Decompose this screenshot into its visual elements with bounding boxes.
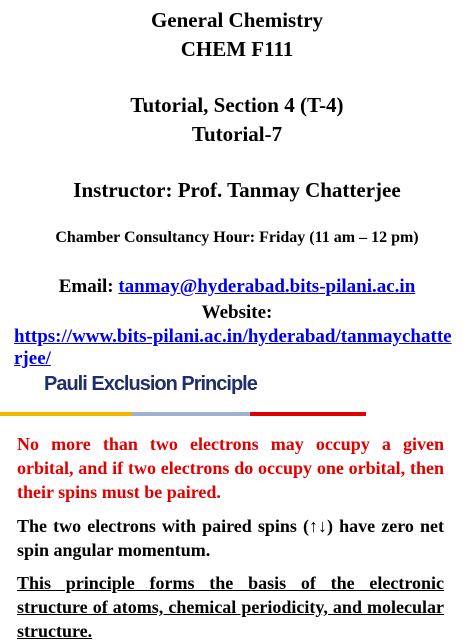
tutorial-number: Tutorial-7 <box>191 122 283 146</box>
accent-bar-gold <box>0 412 132 416</box>
email-link[interactable]: tanmay@hyderabad.bits-pilani.ac.in <box>118 276 416 297</box>
course-code: CHEM F111 <box>180 37 294 61</box>
instructor-name: Instructor: Prof. Tanmay Chatterjee <box>73 178 401 202</box>
course-title: General Chemistry <box>150 8 324 32</box>
pauli-slide <box>0 356 474 641</box>
website-label: Website: <box>201 302 273 323</box>
exclusion-rule-text: No more than two electrons may occupy a given orbital, and if two electrons do occupy one orbital, then their spins must be paired. <box>17 434 444 502</box>
principle-basis-text: This principle forms the basis of the electronic structure of atoms, chemical periodicity, and molecular structure. <box>17 573 444 641</box>
website-link[interactable]: https://www.bits-pilani.ac.in/hyderabad/tanmaychatterjee/ <box>14 326 452 369</box>
accent-bar-red <box>250 412 366 416</box>
email-label: Email: <box>58 276 114 297</box>
email-row <box>0 276 474 298</box>
slide-heading: Pauli Exclusion Principle <box>44 373 257 395</box>
consultancy-hour: Chamber Consultancy Hour: Friday (11 am – 12 pm) <box>55 229 419 246</box>
tutorial-section: Tutorial, Section 4 (T-4) <box>130 93 344 117</box>
accent-bar-blue <box>132 412 250 416</box>
paired-spin-text: The two electrons with paired spins (↑↓) have zero net spin angular momentum. <box>17 516 444 560</box>
